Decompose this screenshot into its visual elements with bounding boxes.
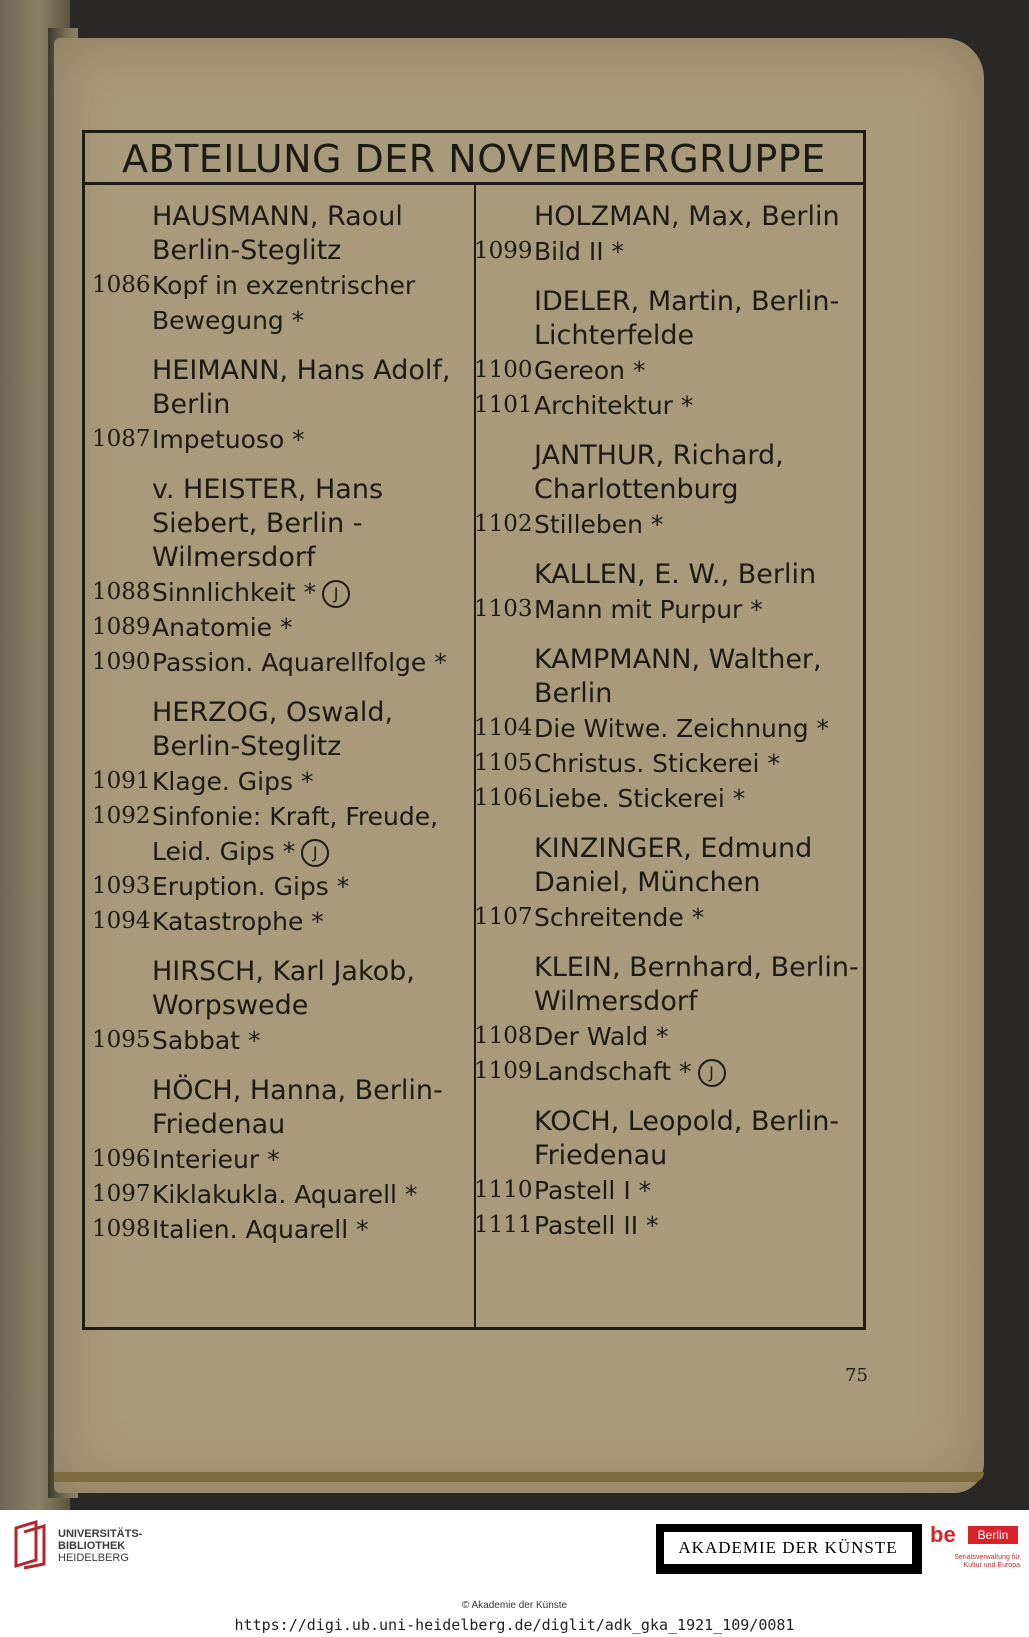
- artist-entry: [474, 832, 864, 935]
- left-column: [92, 200, 457, 1263]
- work-number: 1092: [92, 803, 151, 829]
- work-number: 1098: [92, 1216, 151, 1242]
- work-title-wrap: [152, 1142, 457, 1177]
- work-row: [474, 1054, 864, 1089]
- artist-entry: [92, 696, 457, 939]
- work-title-wrap: [152, 869, 457, 904]
- work-row: [92, 764, 457, 799]
- work-title-wrap: [534, 388, 864, 423]
- artist-entry: [474, 200, 864, 269]
- work-number: 1097: [92, 1181, 151, 1207]
- work-row: [92, 645, 457, 680]
- work-number: 1093: [92, 873, 151, 899]
- work-title-wrap: [534, 592, 864, 627]
- work-title-wrap: [152, 268, 457, 338]
- artist-name: HERZOG, Oswald, Berlin-Steglitz: [152, 697, 394, 762]
- left-rule: [82, 130, 85, 1330]
- artist-name: IDELER, Martin, Berlin-Lichterfelde: [534, 286, 840, 351]
- work-title: Katastrophe *: [152, 907, 324, 936]
- work-title-wrap: [534, 746, 864, 781]
- work-title: Pastell II *: [534, 1211, 659, 1240]
- work-title-wrap: [152, 1212, 457, 1247]
- work-row: [92, 1023, 457, 1058]
- artist-name: KLEIN, Bernhard, Berlin-Wilmersdorf: [534, 952, 859, 1017]
- circled-j-icon: J: [322, 580, 350, 608]
- artist-name: KAMPMANN, Walther, Berlin: [534, 644, 822, 709]
- senate-subtitle: Senatsverwaltung für Kultur und Europa: [954, 1554, 1020, 1569]
- work-row: [474, 900, 864, 935]
- top-rule: [82, 130, 866, 133]
- work-row: [474, 1019, 864, 1054]
- work-row: [474, 711, 864, 746]
- work-title-wrap: [152, 1177, 457, 1212]
- library-name-line: BIBLIOTHEK: [58, 1540, 126, 1552]
- work-row: [92, 268, 457, 338]
- work-number: 1101: [474, 392, 533, 418]
- work-title-wrap: [152, 799, 457, 869]
- page-title: ABTEILUNG DER NOVEMBERGRUPPE: [122, 137, 826, 181]
- page-edge: [54, 1472, 984, 1482]
- work-title: Architektur *: [534, 391, 694, 420]
- library-name-line: UNIVERSITÄTS-: [58, 1528, 143, 1540]
- artist-name: HOLZMAN, Max, Berlin: [534, 201, 840, 232]
- permalink-url[interactable]: https://digi.ub.uni-heidelberg.de/diglit/adk_gka_1921_109/0081: [234, 1616, 795, 1634]
- library-name: [58, 1528, 142, 1564]
- akademie-logo-text: AKADEMIE DER KÜNSTE: [664, 1532, 912, 1564]
- work-title-wrap: [534, 1019, 864, 1054]
- work-title-wrap: [534, 1054, 864, 1089]
- artist-entry: [474, 558, 864, 627]
- work-row: [92, 575, 457, 610]
- work-number: 1108: [474, 1023, 533, 1049]
- work-number: 1099: [474, 238, 533, 264]
- work-number: 1105: [474, 750, 533, 776]
- copyright-notice: © Akademie der Künste: [461, 1600, 568, 1611]
- work-row: [474, 746, 864, 781]
- work-title: Mann mit Purpur *: [534, 595, 763, 624]
- work-row: [92, 799, 457, 869]
- work-title: Klage. Gips *: [152, 767, 314, 796]
- work-title: Stilleben *: [534, 510, 664, 539]
- circled-j-icon: J: [698, 1059, 726, 1087]
- work-number: 1110: [474, 1177, 533, 1203]
- artist-entry: [474, 643, 864, 816]
- work-number: 1086: [92, 272, 151, 298]
- artist-entry: [474, 1105, 864, 1243]
- work-row: [474, 388, 864, 423]
- work-title-wrap: [534, 1208, 864, 1243]
- work-row: [474, 353, 864, 388]
- be-berlin-text: be: [930, 1522, 956, 1547]
- work-title-wrap: [534, 900, 864, 935]
- work-number: 1106: [474, 785, 533, 811]
- work-title-wrap: [534, 353, 864, 388]
- work-number: 1103: [474, 596, 533, 622]
- artist-name: v. HEISTER, Hans Siebert, Berlin - Wilmersdorf: [152, 474, 384, 573]
- right-column: [474, 200, 864, 1259]
- work-number: 1088: [92, 579, 151, 605]
- work-title: Sinfonie: Kraft, Freude, Leid. Gips *: [152, 802, 439, 866]
- artist-name: HÖCH, Hanna, Berlin-Friedenau: [152, 1075, 443, 1140]
- work-row: [474, 1208, 864, 1243]
- work-row: [474, 592, 864, 627]
- akademie-logo[interactable]: [656, 1524, 922, 1574]
- work-title-wrap: [152, 764, 457, 799]
- berlin-senate-logo[interactable]: [928, 1522, 1020, 1582]
- university-library-logo[interactable]: [10, 1520, 150, 1580]
- work-title: Landschaft *: [534, 1057, 692, 1086]
- work-number: 1090: [92, 649, 151, 675]
- work-row: [92, 610, 457, 645]
- work-number: 1111: [474, 1212, 533, 1238]
- work-title-wrap: [152, 645, 457, 680]
- work-title: Interieur *: [152, 1145, 280, 1174]
- artist-name: JANTHUR, Richard, Charlottenburg: [534, 440, 784, 505]
- work-title: Sabbat *: [152, 1026, 261, 1055]
- listing-frame: [82, 130, 866, 1330]
- artist-name: HEIMANN, Hans Adolf, Berlin: [152, 355, 451, 420]
- artist-name: KALLEN, E. W., Berlin: [534, 559, 817, 590]
- artist-entry: [92, 473, 457, 680]
- work-title: Christus. Stickerei *: [534, 749, 780, 778]
- work-title-wrap: [152, 610, 457, 645]
- work-title: Liebe. Stickerei *: [534, 784, 746, 813]
- artist-entry: [92, 1074, 457, 1247]
- work-title: Bild II *: [534, 237, 625, 266]
- work-title: Sinnlichkeit *: [152, 578, 317, 607]
- work-number: 1087: [92, 426, 151, 452]
- work-title: Pastell I *: [534, 1176, 652, 1205]
- work-title: Kopf in exzentrischer Bewegung *: [152, 271, 416, 335]
- work-number: 1100: [474, 357, 533, 383]
- artist-entry: [92, 955, 457, 1058]
- artist-name: HIRSCH, Karl Jakob, Worpswede: [152, 956, 415, 1021]
- work-number: 1104: [474, 715, 533, 741]
- work-row: [92, 1142, 457, 1177]
- work-title: Passion. Aquarellfolge *: [152, 648, 447, 677]
- artist-name: KOCH, Leopold, Berlin-Friedenau: [534, 1106, 840, 1171]
- work-title-wrap: [152, 1023, 457, 1058]
- work-row: [92, 904, 457, 939]
- work-number: 1102: [474, 511, 533, 537]
- work-number: 1089: [92, 614, 151, 640]
- artist-entry: [474, 951, 864, 1089]
- viewer-footer: [0, 1510, 1029, 1637]
- work-row: [474, 234, 864, 269]
- work-row: [474, 1173, 864, 1208]
- artist-entry: [92, 200, 457, 338]
- work-title-wrap: [152, 575, 457, 610]
- work-title-wrap: [534, 507, 864, 542]
- university-library-logo-icon: [10, 1520, 50, 1570]
- work-title: Eruption. Gips *: [152, 872, 350, 901]
- work-title: Gereon *: [534, 356, 646, 385]
- work-title-wrap: [534, 1173, 864, 1208]
- circled-j-icon: J: [301, 839, 329, 867]
- work-title: Anatomie *: [152, 613, 293, 642]
- work-number: 1091: [92, 768, 151, 794]
- work-row: [474, 507, 864, 542]
- work-row: [92, 1212, 457, 1247]
- work-number: 1095: [92, 1027, 151, 1053]
- page-number: 75: [845, 1365, 868, 1386]
- work-title: Italien. Aquarell *: [152, 1215, 369, 1244]
- work-title-wrap: [152, 422, 457, 457]
- work-number: 1094: [92, 908, 151, 934]
- library-name-line: HEIDELBERG: [58, 1552, 129, 1564]
- work-number: 1109: [474, 1058, 533, 1084]
- work-title: Kiklakukla. Aquarell *: [152, 1180, 418, 1209]
- work-number: 1096: [92, 1146, 151, 1172]
- artist-entry: [474, 439, 864, 542]
- work-title: Impetuoso *: [152, 425, 305, 454]
- work-title: Der Wald *: [534, 1022, 669, 1051]
- artist-name: KINZINGER, Edmund Daniel, München: [534, 833, 813, 898]
- work-title-wrap: [152, 904, 457, 939]
- work-title: Schreitende *: [534, 903, 705, 932]
- work-row: [92, 869, 457, 904]
- artist-name: HAUSMANN, Raoul Berlin-Steglitz: [152, 201, 403, 266]
- work-row: [474, 781, 864, 816]
- work-row: [92, 422, 457, 457]
- artist-entry: [92, 354, 457, 457]
- work-title-wrap: [534, 711, 864, 746]
- work-title-wrap: [534, 781, 864, 816]
- work-title-wrap: [534, 234, 864, 269]
- work-row: [92, 1177, 457, 1212]
- work-number: 1107: [474, 904, 533, 930]
- berlin-badge: Berlin: [968, 1526, 1018, 1544]
- artist-entry: [474, 285, 864, 423]
- work-title: Die Witwe. Zeichnung *: [534, 714, 830, 743]
